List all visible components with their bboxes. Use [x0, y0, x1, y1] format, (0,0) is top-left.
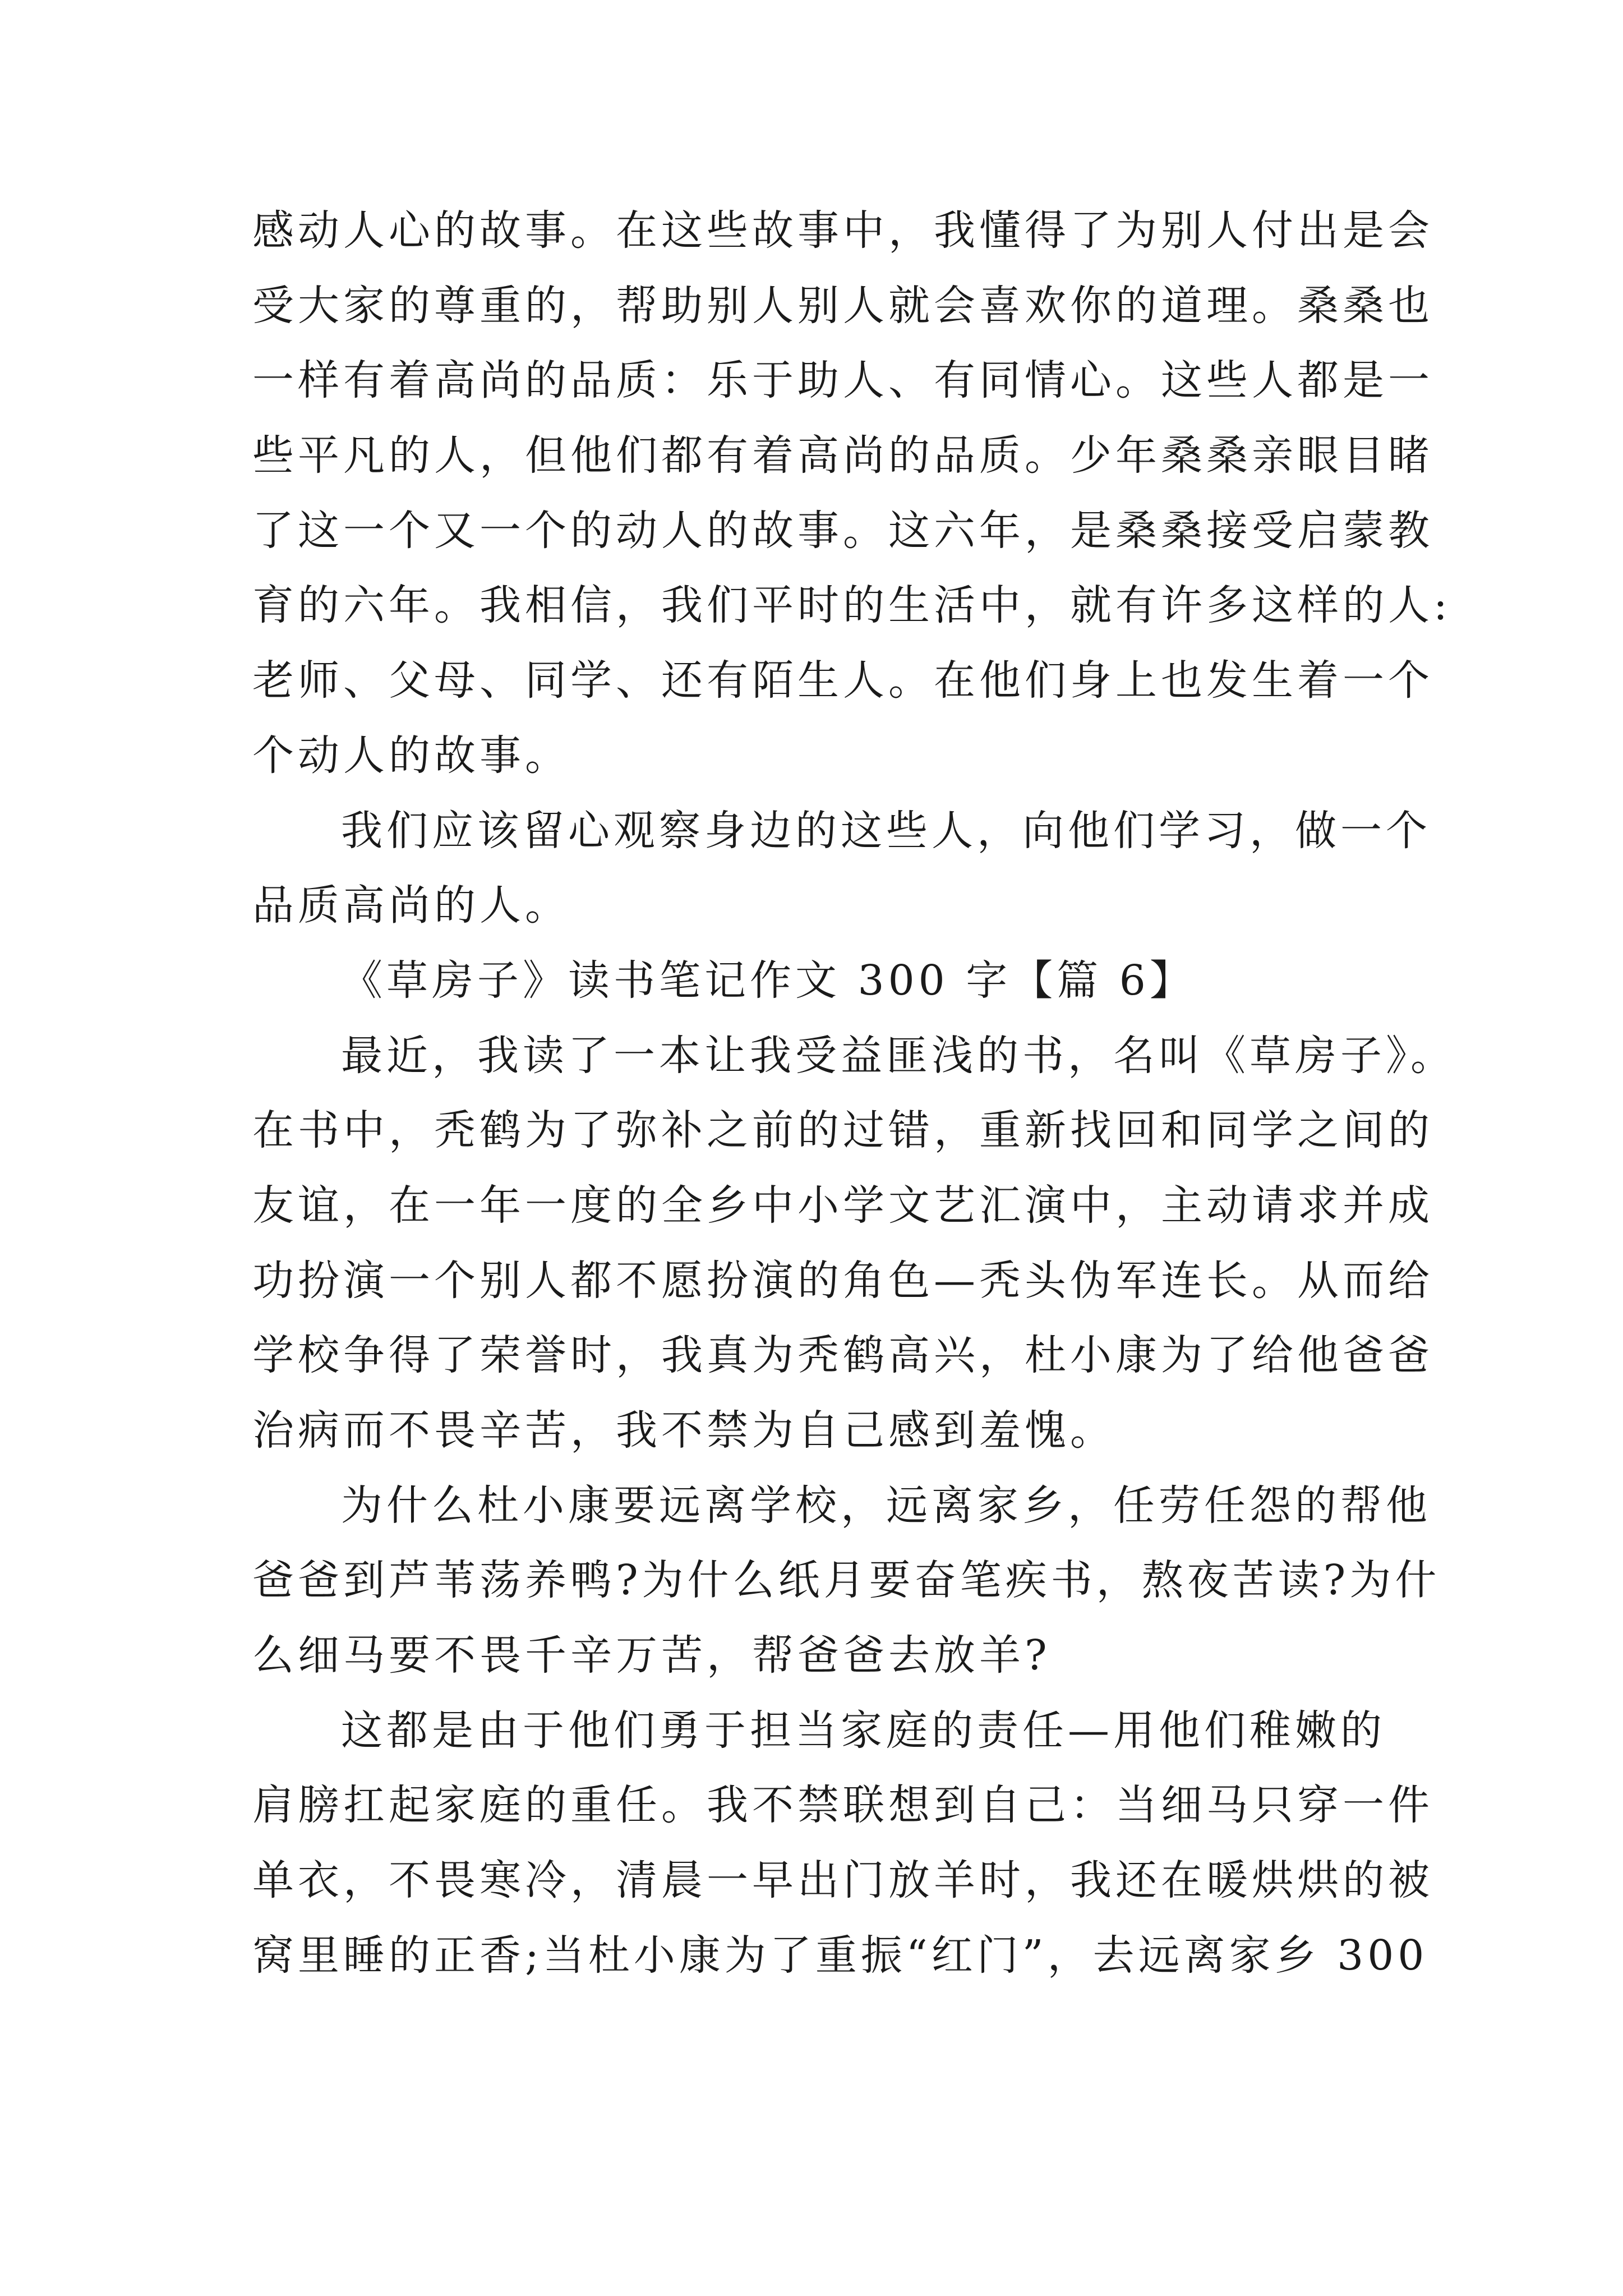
document-body	[252, 194, 1456, 1994]
section-heading: 《草房子》读书笔记作文 300 字【篇 6】	[341, 956, 1195, 1005]
text-line: 品质高尚的人。	[252, 881, 570, 930]
paragraph-first-line: 最近，我读了一本让我受益匪浅的书，名叫《草房子》。	[341, 1031, 1456, 1080]
text-line: 友谊，在一年一度的全乡中小学文艺汇演中，主动请求并成	[252, 1181, 1433, 1230]
text-line: 肩膀扛起家庭的重任。我不禁联想到自己：当细马只穿一件	[252, 1781, 1433, 1830]
text-line: 些平凡的人，但他们都有着高尚的品质。少年桑桑亲眼目睹	[252, 431, 1433, 480]
text-line: 个动人的故事。	[252, 731, 570, 780]
text-line: 功扮演一个别人都不愿扮演的角色—秃头伪军连长。从而给	[252, 1256, 1433, 1305]
text-line: 治病而不畏辛苦，我不禁为自己感到羞愧。	[252, 1406, 1115, 1455]
text-line: 受大家的尊重的，帮助别人别人就会喜欢你的道理。桑桑也	[252, 281, 1433, 330]
text-line: 感动人心的故事。在这些故事中，我懂得了为别人付出是会	[252, 206, 1433, 255]
paragraph-first-line: 这都是由于他们勇于担当家庭的责任—用他们稚嫩的	[341, 1706, 1386, 1755]
text-line: 么细马要不畏千辛万苦，帮爸爸去放羊?	[252, 1631, 1051, 1680]
text-line: 了这一个又一个的动人的故事。这六年，是桑桑接受启蒙教	[252, 506, 1433, 555]
text-line: 爸爸到芦苇荡养鸭?为什么纸月要奋笔疾书，熬夜苦读?为什	[252, 1556, 1441, 1605]
text-line: 一样有着高尚的品质：乐于助人、有同情心。这些人都是一	[252, 356, 1433, 405]
text-line: 育的六年。我相信，我们平时的生活中，就有许多这样的人:	[252, 581, 1451, 630]
text-line: 学校争得了荣誉时，我真为秃鹤高兴，杜小康为了给他爸爸	[252, 1331, 1433, 1380]
text-line: 单衣，不畏寒冷，清晨一早出门放羊时，我还在暖烘烘的被	[252, 1856, 1433, 1905]
text-line: 老师、父母、同学、还有陌生人。在他们身上也发生着一个	[252, 656, 1433, 705]
paragraph-first-line: 为什么杜小康要远离学校，远离家乡，任劳任怨的帮他	[341, 1481, 1431, 1530]
text-line: 窝里睡的正香;当杜小康为了重振“红门”，去远离家乡 300	[252, 1931, 1428, 1980]
paragraph-first-line: 我们应该留心观察身边的这些人，向他们学习，做一个	[341, 806, 1431, 855]
text-line: 在书中，秃鹤为了弥补之前的过错，重新找回和同学之间的	[252, 1106, 1433, 1155]
